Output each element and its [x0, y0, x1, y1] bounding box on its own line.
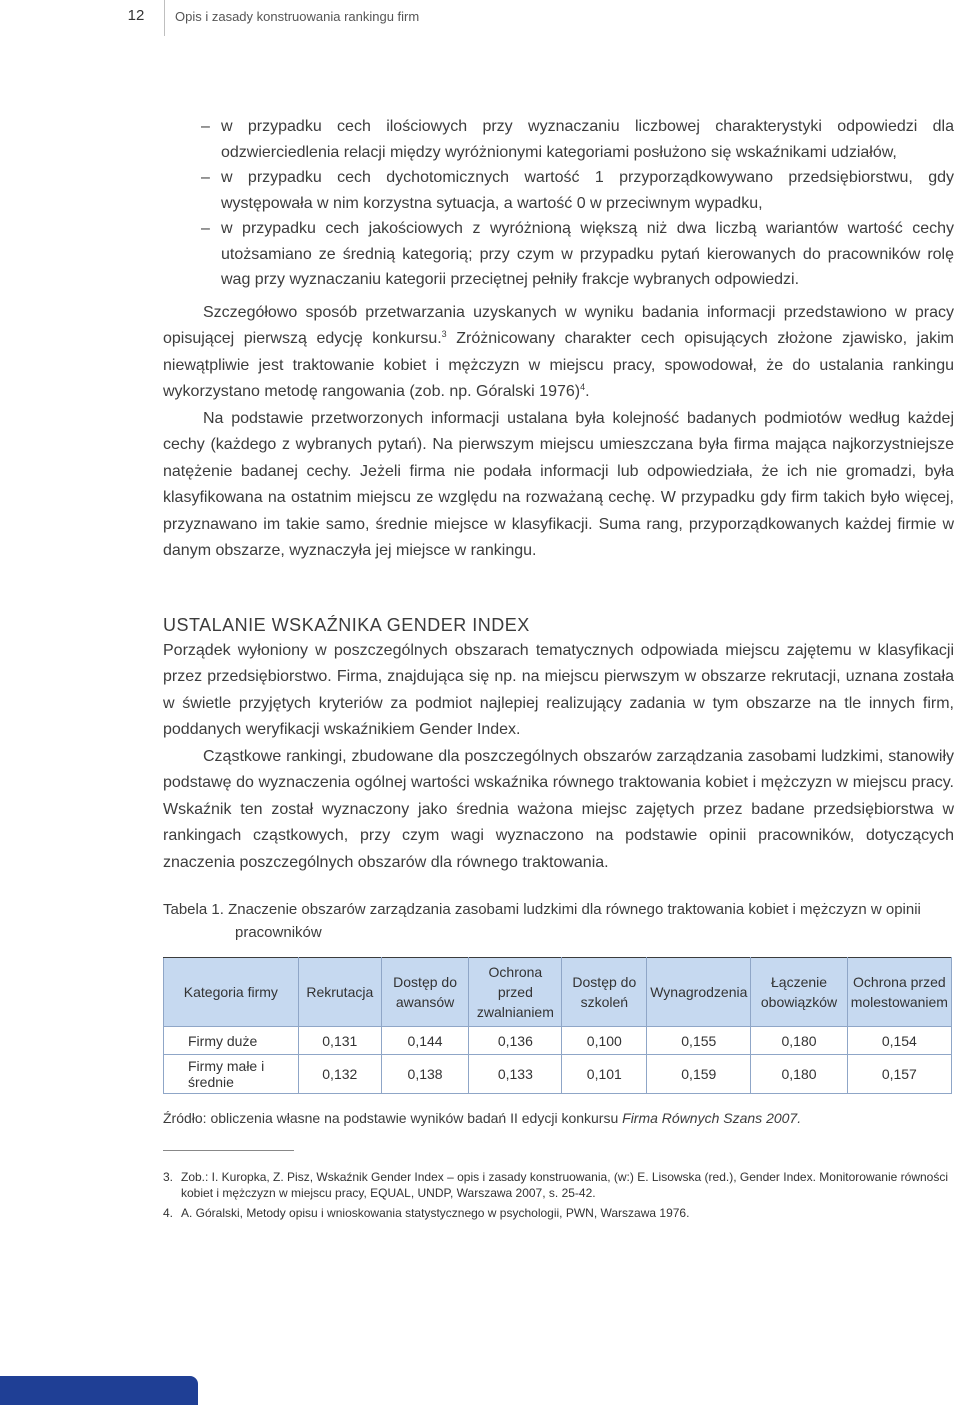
table-source — [163, 1110, 954, 1126]
bullet-item: – w przypadku cech jakościowych z wyróżnioną większą niż dwa liczbą wariantów wartość cechy utożsamiano ze średnią kategorią; przy czym w przypadku pytań kierowanych do pracowników rolę wag przy wyznaczaniu kategorii przeciętnej pełniły frakcje wybranych odpowiedzi. — [221, 216, 954, 293]
corner-accent-decoration — [0, 1376, 198, 1405]
paragraph-text: Szczegółowo sposób przetwarzania uzyskanych w wyniku badania informacji przedstawiono w pracy opisującej pierwszą edycję konkursu. — [163, 303, 954, 347]
column-header: Dostęp do awansów — [381, 958, 468, 1027]
column-header: Dostęp do szkoleń — [562, 958, 647, 1027]
row-label: Firmy małe i średnie — [164, 1055, 299, 1094]
table-caption-label: Tabela 1. — [163, 901, 224, 918]
bullet-item: – w przypadku cech dychotomicznych wartość 1 przyporządkowywano przedsiębiorstwu, gdy występowała w nim korzystna sytuacja, a wartość 0 w przeciwnym wypadku, — [221, 165, 954, 216]
table-cell: 0,180 — [751, 1027, 847, 1055]
table-cell: 0,155 — [647, 1027, 751, 1055]
table-row — [164, 1055, 952, 1094]
footnote-number: 3. — [163, 1170, 174, 1184]
table-caption — [163, 898, 954, 944]
footnote-ref-4[interactable]: 4 — [580, 382, 586, 392]
row-label: Firmy duże — [164, 1027, 299, 1055]
table-cell: 0,157 — [847, 1055, 951, 1094]
footnote-divider — [163, 1150, 294, 1151]
table-caption-text: Znaczenie obszarów zarządzania zasobami ludzkimi dla równego traktowania kobiet i mężczyzn w opinii pracowników — [228, 901, 921, 941]
footnotes — [163, 1169, 954, 1221]
page-number: 12 — [127, 7, 145, 24]
table-cell: 0,100 — [562, 1027, 647, 1055]
paragraph-text: . — [585, 383, 590, 400]
bullet-item: – w przypadku cech ilościowych przy wyznaczaniu liczbowej charakterystyki odpowiedzi dla odzwierciedlenia relacji między wyróżnionymi kategoriami posłużono się wskaźnikami udziałów, — [221, 114, 954, 165]
table-cell: 0,144 — [381, 1027, 468, 1055]
footnote-4 — [163, 1205, 954, 1221]
table-cell: 0,138 — [381, 1055, 468, 1094]
column-header: Łączenie obowiązków — [751, 958, 847, 1027]
table-cell: 0,131 — [298, 1027, 381, 1055]
header-divider — [164, 0, 165, 36]
table-header-row — [164, 958, 952, 1027]
table-row — [164, 1027, 952, 1055]
data-table — [163, 957, 952, 1094]
paragraph-text: Zróżnicowany charakter cech opisujących złożone zjawisko, jakim niewątpliwie jest traktowanie kobiet i mężczyzn w miejscu pracy, spowodował, że do ustalania rankingu wykorzystano metodę rangowania (zob. np. Góralski 1976) — [163, 330, 954, 400]
source-text: Źródło: obliczenia własne na podstawie wyników badań II edycji konkursu — [163, 1110, 623, 1126]
paragraph-ranking: Na podstawie przetworzonych informacji ustalana była kolejność badanych podmiotów według każdej cechy (każdego z wybranych pytań). Na pierwszym miejscu umieszczana była firma mająca najkorzystniejsze natężenie badanej cechy. Jeżeli firma nie podała informacji lub odpowiedziała, że ich nie gromadzi, była klasyfikowana na ostatnim miejscu ze względu na rozważaną cechę. W przypadku gdy firm takich było więcej, przyznawano im takie samo, średnie miejsce w klasyfikacji. Suma rang, przyporządkowanych każdej firmie w danym obszarze, wyznaczyła jej miejsce w rankingu. — [163, 409, 954, 559]
section-title: USTALANIE WSKAŹNIKA GENDER INDEX — [163, 614, 530, 635]
table-cell: 0,180 — [751, 1055, 847, 1094]
paragraph-partial-rankings: Cząstkowe rankingi, zbudowane dla poszczególnych obszarów zarządzania zasobami ludzkimi, stanowiły podstawę do wyznaczenia ogólnej wartości wskaźnika równego traktowania kobiet i mężczyzn w miejscu pracy. Wskaźnik ten został wyznaczony jako średnia ważona miejsc zajętych przez badane przedsiębiorstwa w rankingach cząstkowych, przy czym wagi wyznaczono na podstawie opinii pracowników, dotyczących znaczenia poszczególnych obszarów dla równego traktowania. — [163, 747, 954, 871]
source-italic: Firma Równych Szans 2007. — [622, 1110, 802, 1126]
page-header — [0, 0, 960, 36]
table-cell: 0,132 — [298, 1055, 381, 1094]
paragraph-order: Porządek wyłoniony w poszczególnych obszarach tematycznych odpowiada miejscu zajętemu w klasyfikacji przez przedsiębiorstwo. Firma, znajdująca się np. na miejscu pierwszym w obszarze rekrutacji, uznana została w świetle przyjętych kryteriów za podmiot najlepiej realizujący zadania w tym obszarze na tle innych firm, poddanych weryfikacji wskaźnikiem Gender Index. — [163, 641, 954, 738]
table-cell: 0,136 — [469, 1027, 562, 1055]
table-cell: 0,159 — [647, 1055, 751, 1094]
footnote-text: Zob.: I. Kuropka, Z. Pisz, Wskaźnik Gender Index – opis i zasady konstruowania, (w:) E. Lisowska (red.), Gender Index. Monitorowanie równości kobiet i mężczyzn w miejscu pracy, EQUAL, UNDP, Warszawa 2007, s. 25-42. — [181, 1170, 948, 1200]
footnote-number: 4. — [163, 1206, 174, 1220]
column-header: Wynagrodzenia — [647, 958, 751, 1027]
column-header: Kategoria firmy — [164, 958, 299, 1027]
main-content — [163, 114, 954, 1225]
table-cell: 0,154 — [847, 1027, 951, 1055]
column-header: Ochrona przed zwalnianiem — [469, 958, 562, 1027]
paragraph-processing — [163, 300, 954, 406]
footnote-3 — [163, 1169, 954, 1201]
table-cell: 0,133 — [469, 1055, 562, 1094]
bullet-list — [163, 114, 954, 293]
footnote-ref-3[interactable]: 3 — [441, 329, 447, 339]
table-cell: 0,101 — [562, 1055, 647, 1094]
footnote-text: A. Góralski, Metody opisu i wnioskowania statystycznego w psychologii, PWN, Warszawa 1976. — [181, 1206, 690, 1220]
running-title: Opis i zasady konstruowania rankingu firm — [175, 9, 420, 24]
column-header: Rekrutacja — [298, 958, 381, 1027]
column-header: Ochrona przed molestowaniem — [847, 958, 951, 1027]
